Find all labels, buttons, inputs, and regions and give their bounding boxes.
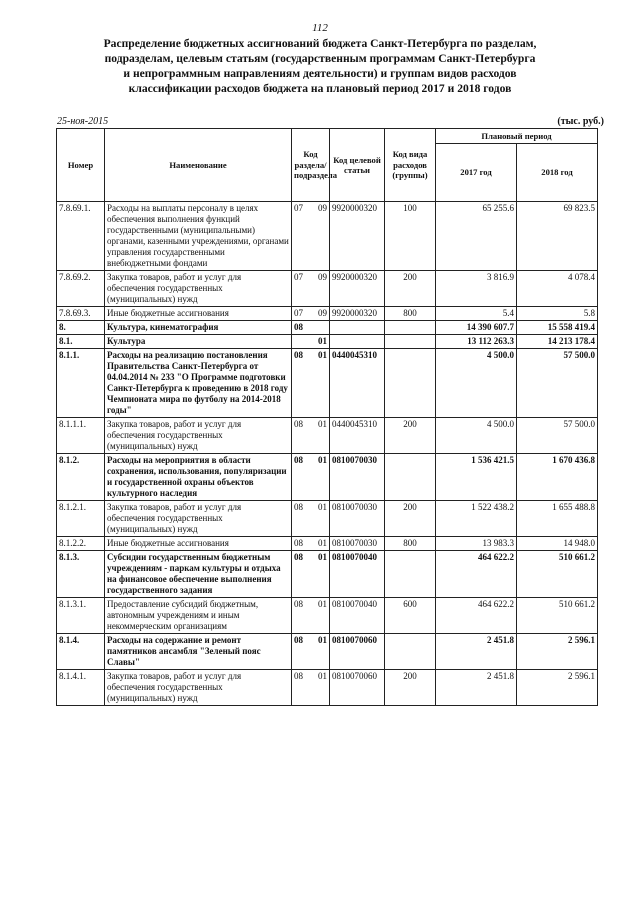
row-value-2018: 510 661.2: [517, 598, 598, 634]
row-name: Иные бюджетные ассигнования: [105, 307, 292, 321]
row-value-2018: 4 078.4: [517, 271, 598, 307]
row-value-2017: 1 536 421.5: [436, 454, 517, 501]
row-group-code: 800: [385, 537, 436, 551]
header-group-code: Код вида расходов (группы): [385, 129, 436, 202]
row-value-2018: 14 948.0: [517, 537, 598, 551]
row-name: Закупка товаров, работ и услуг для обеспечения государственных (муниципальных) нужд: [105, 670, 292, 706]
row-name: Закупка товаров, работ и услуг для обеспечения государственных (муниципальных) нужд: [105, 418, 292, 454]
table-row: [57, 349, 598, 418]
row-value-2018: 2 596.1: [517, 634, 598, 670]
row-number: 8.1.1.: [57, 349, 105, 418]
row-section-code: [292, 598, 330, 634]
row-group-code: 600: [385, 598, 436, 634]
row-subsection: 01: [318, 635, 327, 645]
row-section-code: [292, 335, 330, 349]
row-section: 08: [294, 502, 303, 512]
row-number: 7.8.69.2.: [57, 271, 105, 307]
row-value-2018: 15 558 419.4: [517, 321, 598, 335]
table-body: [57, 202, 598, 706]
row-value-2017: 4 500.0: [436, 349, 517, 418]
row-number: 8.1.3.1.: [57, 598, 105, 634]
header-name: Наименование: [105, 129, 292, 202]
row-number: 8.1.4.: [57, 634, 105, 670]
row-section-code: [292, 537, 330, 551]
row-section: 08: [294, 322, 303, 332]
row-group-code: [385, 551, 436, 598]
row-subsection: 01: [318, 419, 327, 429]
row-group-code: 100: [385, 202, 436, 271]
row-value-2017: 464 622.2: [436, 551, 517, 598]
row-name: Культура, кинематография: [105, 321, 292, 335]
row-section: 07: [294, 203, 303, 213]
row-group-code: 200: [385, 271, 436, 307]
row-section-code: [292, 418, 330, 454]
table-row: [57, 321, 598, 335]
row-group-code: [385, 454, 436, 501]
row-value-2018: 57 500.0: [517, 418, 598, 454]
document-date: 25-ноя-2015: [57, 116, 109, 127]
row-name: Расходы на мероприятия в области сохранения, использования, популяризации и государственной охраны объектов культурного наследия: [105, 454, 292, 501]
row-subsection: 01: [318, 336, 327, 346]
row-name: Субсидии государственным бюджетным учреждениям - паркам культуры и отдыха на финансовое обеспечение выполнения государственного задания: [105, 551, 292, 598]
row-number: 8.1.2.1.: [57, 501, 105, 537]
row-section: 07: [294, 272, 303, 282]
row-section-code: [292, 202, 330, 271]
table-row: [57, 307, 598, 321]
row-name: Культура: [105, 335, 292, 349]
row-section: 08: [294, 599, 303, 609]
row-section-code: [292, 454, 330, 501]
row-number: 7.8.69.3.: [57, 307, 105, 321]
row-value-2017: 4 500.0: [436, 418, 517, 454]
title-line: Распределение бюджетных ассигнований бюджета Санкт-Петербурга по разделам,: [103, 37, 537, 50]
row-group-code: [385, 349, 436, 418]
units-label: (тыс. руб.): [557, 116, 604, 127]
row-group-code: [385, 321, 436, 335]
row-value-2018: 14 213 178.4: [517, 335, 598, 349]
table-row: [57, 634, 598, 670]
row-subsection: 01: [318, 599, 327, 609]
row-subsection: 09: [318, 308, 327, 318]
row-number: 8.: [57, 321, 105, 335]
row-section-code: [292, 501, 330, 537]
row-value-2018: 510 661.2: [517, 551, 598, 598]
row-section-code: [292, 271, 330, 307]
header-section-code: Код раздела/ подраздела: [292, 129, 330, 202]
row-section-code: [292, 551, 330, 598]
row-subsection: 01: [318, 538, 327, 548]
row-name: Расходы на реализацию постановления Правительства Санкт-Петербурга от 04.04.2014 № 233 "О Программе подготовки Санкт-Петербурга к проведению в 2018 году Чемпионата мира по футболу на 2014-2018 годы": [105, 349, 292, 418]
row-value-2017: 3 816.9: [436, 271, 517, 307]
row-value-2017: 13 112 263.3: [436, 335, 517, 349]
title-line: подразделам, целевым статьям (государственным программам Санкт-Петербурга: [104, 52, 536, 65]
row-target-code: [330, 335, 385, 349]
header-target-code: Код целевой статьи: [330, 129, 385, 202]
row-number: 7.8.69.1.: [57, 202, 105, 271]
row-value-2017: 14 390 607.7: [436, 321, 517, 335]
row-target-code: 0810070030: [330, 454, 385, 501]
row-group-code: 200: [385, 501, 436, 537]
row-group-code: 200: [385, 670, 436, 706]
row-target-code: 0810070040: [330, 598, 385, 634]
row-section: 08: [294, 350, 303, 360]
title-line: классификации расходов бюджета на плановый период 2017 и 2018 годов: [128, 82, 512, 95]
row-target-code: 9920000320: [330, 271, 385, 307]
row-group-code: 200: [385, 418, 436, 454]
row-value-2017: 1 522 438.2: [436, 501, 517, 537]
row-group-code: [385, 634, 436, 670]
table-row: [57, 454, 598, 501]
header-year-2017: 2017 год: [436, 144, 517, 202]
row-section-code: [292, 349, 330, 418]
header-year-2018: 2018 год: [517, 144, 598, 202]
row-target-code: 0810070060: [330, 634, 385, 670]
row-value-2017: 464 622.2: [436, 598, 517, 634]
row-section: 08: [294, 455, 303, 465]
row-number: 8.1.2.: [57, 454, 105, 501]
row-target-code: 0440045310: [330, 349, 385, 418]
table-row: [57, 598, 598, 634]
table-row: [57, 501, 598, 537]
row-target-code: 9920000320: [330, 307, 385, 321]
row-section: 08: [294, 419, 303, 429]
row-group-code: 800: [385, 307, 436, 321]
row-value-2017: 13 983.3: [436, 537, 517, 551]
row-section: 08: [294, 671, 303, 681]
row-section-code: [292, 634, 330, 670]
row-number: 8.1.3.: [57, 551, 105, 598]
row-subsection: 01: [318, 552, 327, 562]
row-subsection: 01: [318, 671, 327, 681]
row-target-code: 0440045310: [330, 418, 385, 454]
row-number: 8.1.2.2.: [57, 537, 105, 551]
row-value-2018: 2 596.1: [517, 670, 598, 706]
row-value-2018: 69 823.5: [517, 202, 598, 271]
row-name: Закупка товаров, работ и услуг для обеспечения государственных (муниципальных) нужд: [105, 501, 292, 537]
table-row: [57, 271, 598, 307]
row-subsection: 01: [318, 502, 327, 512]
row-value-2018: 1 655 488.8: [517, 501, 598, 537]
row-value-2018: 5.8: [517, 307, 598, 321]
row-section-code: [292, 670, 330, 706]
row-section: 08: [294, 635, 303, 645]
page-number: 112: [312, 22, 328, 34]
header-number: Номер: [57, 129, 105, 202]
table-row: [57, 551, 598, 598]
row-name: Иные бюджетные ассигнования: [105, 537, 292, 551]
row-value-2017: 5.4: [436, 307, 517, 321]
row-subsection: 01: [318, 350, 327, 360]
row-target-code: 0810070060: [330, 670, 385, 706]
row-value-2017: 65 255.6: [436, 202, 517, 271]
row-target-code: 0810070040: [330, 551, 385, 598]
row-name: Предоставление субсидий бюджетным, автономным учреждениям и иным некоммерческим организациям: [105, 598, 292, 634]
table-row: [57, 537, 598, 551]
table-row: [57, 418, 598, 454]
row-value-2018: 57 500.0: [517, 349, 598, 418]
header-plan-period: Плановый период: [436, 129, 598, 144]
row-name: Закупка товаров, работ и услуг для обеспечения государственных (муниципальных) нужд: [105, 271, 292, 307]
table-row: [57, 202, 598, 271]
budget-table: [56, 128, 598, 706]
row-name: Расходы на выплаты персоналу в целях обеспечения выполнения функций государственными (муниципальными) органами, казенными учреждениями, органами управления государственными внебюджетными фондами: [105, 202, 292, 271]
row-target-code: 9920000320: [330, 202, 385, 271]
row-target-code: 0810070030: [330, 537, 385, 551]
row-number: 8.1.: [57, 335, 105, 349]
row-group-code: [385, 335, 436, 349]
row-section-code: [292, 321, 330, 335]
row-number: 8.1.4.1.: [57, 670, 105, 706]
row-subsection: 09: [318, 203, 327, 213]
title-line: и непрограммным направлениям деятельности) и группам видов расходов: [123, 67, 517, 80]
row-section: 08: [294, 552, 303, 562]
row-value-2017: 2 451.8: [436, 670, 517, 706]
row-number: 8.1.1.1.: [57, 418, 105, 454]
table-row: [57, 670, 598, 706]
row-name: Расходы на содержание и ремонт памятников ансамбля "Зеленый пояс Славы": [105, 634, 292, 670]
document-title: [70, 36, 570, 96]
row-subsection: 01: [318, 455, 327, 465]
row-value-2017: 2 451.8: [436, 634, 517, 670]
row-section: 08: [294, 538, 303, 548]
row-value-2018: 1 670 436.8: [517, 454, 598, 501]
table-row: [57, 335, 598, 349]
row-subsection: 09: [318, 272, 327, 282]
row-target-code: [330, 321, 385, 335]
row-target-code: 0810070030: [330, 501, 385, 537]
row-section: 07: [294, 308, 303, 318]
row-section-code: [292, 307, 330, 321]
